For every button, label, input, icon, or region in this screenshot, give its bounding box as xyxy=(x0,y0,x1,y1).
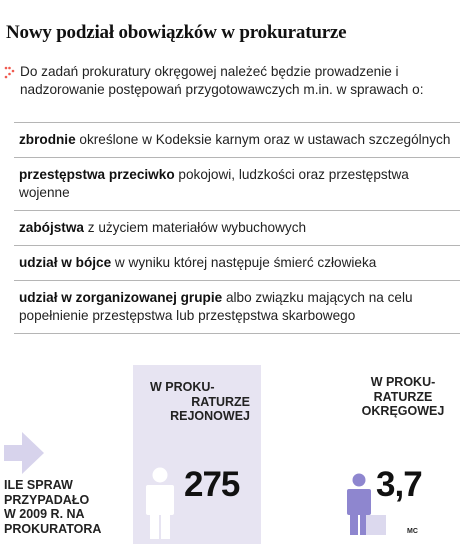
rejonowa-value: 275 xyxy=(184,465,240,504)
intro-text: Do zadań prokuratury okręgowej należeć będzie prowadzenie i nadzorowanie postępowań przygotowawczych m.in. w sprawach o: xyxy=(20,64,424,97)
list-item xyxy=(14,210,460,245)
list-divider xyxy=(14,333,460,334)
rejonowa-label: W PROKU- RATURZE REJONOWEJ xyxy=(150,380,250,423)
item-keyword: udział w zorganizowanej grupie xyxy=(19,290,223,305)
item-text: z użyciem materiałów wybuchowych xyxy=(83,220,307,235)
item-text: w wyniku której następuje śmierć człowieka xyxy=(111,255,377,270)
bullet-pattern-icon xyxy=(4,66,16,80)
item-text: określone w Kodeksie karnym oraz w ustawach szczególnych xyxy=(75,132,451,147)
item-keyword: zabójstwa xyxy=(19,220,84,235)
list-item xyxy=(14,280,460,333)
okregowa-value: 3,7 xyxy=(376,465,422,504)
okregowa-label: W PROKU- RATURZE OKRĘGOWEJ xyxy=(361,375,445,418)
list-item xyxy=(14,157,460,210)
case-type-list xyxy=(14,122,460,334)
arrow-right-icon xyxy=(4,432,44,474)
page-title: Nowy podział obowiązków w prokuraturze xyxy=(6,22,347,43)
person-icon xyxy=(143,467,177,539)
stats-label: ILE SPRAW PRZYPADAŁO W 2009 R. NA PROKURATORA xyxy=(4,478,102,536)
list-item xyxy=(14,245,460,280)
item-keyword: udział w bójce xyxy=(19,255,112,270)
item-text: albo związku mających na celu popełnienie przestępstwa lub przestępstwa skarbowego xyxy=(19,290,413,323)
list-item xyxy=(14,122,460,157)
item-text: pokojowi, ludzkości oraz przestępstwa wojenne xyxy=(19,167,409,200)
scale-square xyxy=(366,515,386,535)
unit-label: MC xyxy=(407,528,418,535)
item-keyword: przestępstwa przeciwko xyxy=(19,167,175,182)
item-keyword: zbrodnie xyxy=(19,132,76,147)
